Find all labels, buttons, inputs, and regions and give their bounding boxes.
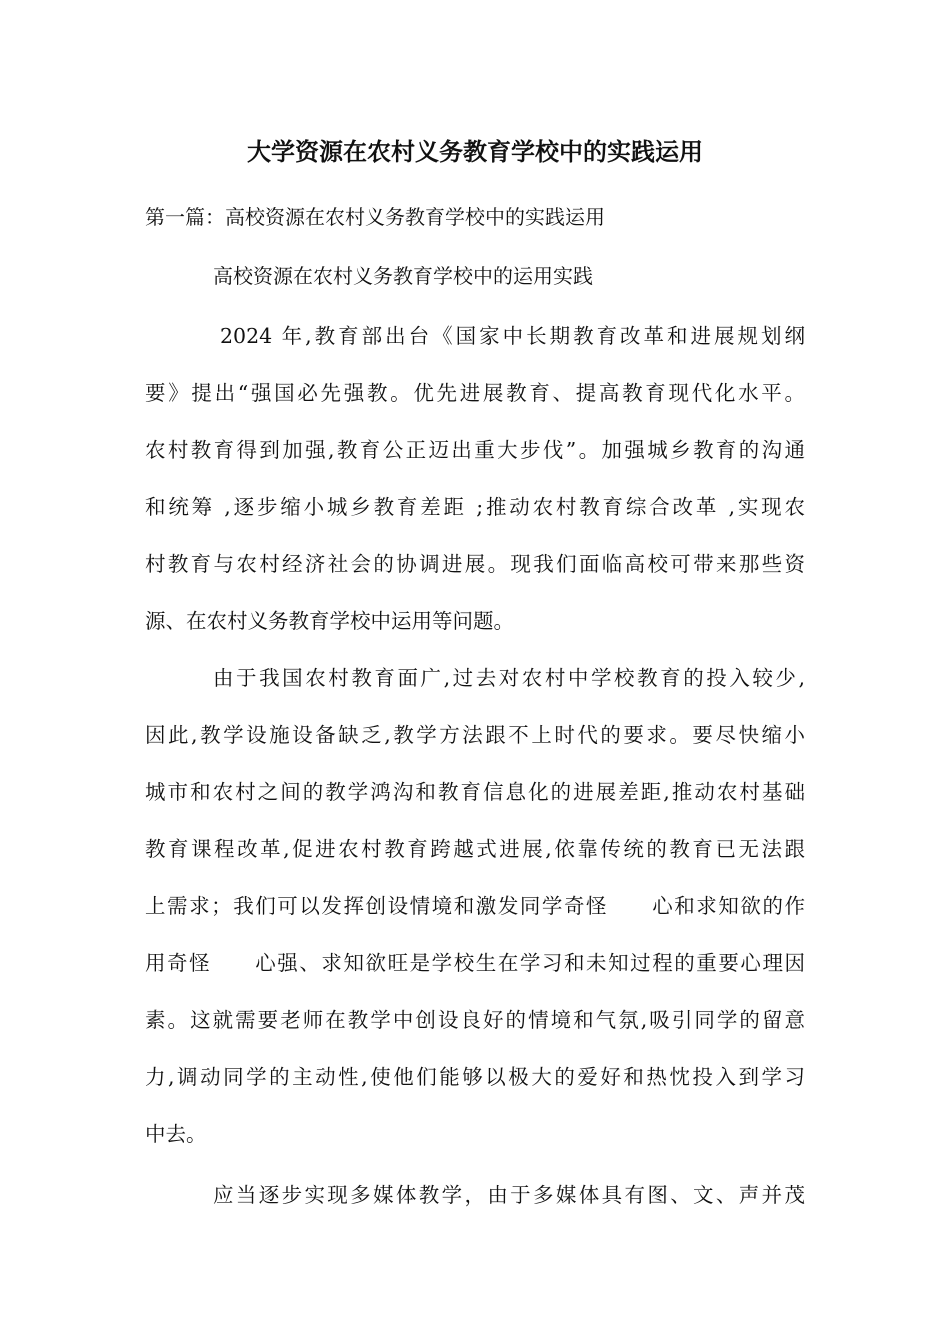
paragraph-line: 上需求；我们可以发挥创设情境和激发同学奇怪 心和求知欲的作	[145, 894, 805, 918]
paragraph-line: 源、在农村义务教育学校中运用等问题。	[145, 609, 514, 633]
paragraph-line: 用奇怪 心强、求知欲旺是学校生在学习和未知过程的重要心理因	[145, 951, 805, 975]
paragraph-line: 教育课程改革,促进农村教育跨越式进展,依靠传统的教育已无法跟	[145, 837, 805, 861]
paragraph-line: 应当逐步实现多媒体教学，由于多媒体具有图、文、声并茂	[213, 1183, 805, 1207]
paragraph-line: 农村教育得到加强,教育公正迈出重大步伐”。加强城乡教育的沟通	[145, 438, 805, 462]
sub-heading: 高校资源在农村义务教育学校中的运用实践	[213, 264, 593, 288]
paragraph-line: 由于我国农村教育面广,过去对农村中学校教育的投入较少,	[213, 666, 805, 690]
document-title: 大学资源在农村义务教育学校中的实践运用	[247, 138, 703, 166]
paragraph-line: 2024 年,教育部出台《国家中长期教育改革和进展规划纲	[220, 324, 805, 348]
paragraph-line: 城市和农村之间的教学鸿沟和教育信息化的进展差距,推动农村基础	[145, 780, 805, 804]
paragraph-line: 中去。	[145, 1122, 207, 1146]
paragraph-line: 和统筹 ,逐步缩小城乡教育差距 ;推动农村教育综合改革 ,实现农	[145, 495, 805, 519]
paragraph-line: 要》提出“强国必先强教。优先进展教育、提高教育现代化水平。	[145, 381, 805, 405]
paragraph-line: 因此,教学设施设备缺乏,教学方法跟不上时代的要求。要尽快缩小	[145, 723, 805, 747]
section-heading: 第一篇：高校资源在农村义务教育学校中的实践运用	[145, 205, 605, 229]
paragraph-line: 素。这就需要老师在教学中创设良好的情境和气氛,吸引同学的留意	[145, 1008, 805, 1032]
paragraph-line: 力,调动同学的主动性,使他们能够以极大的爱好和热忱投入到学习	[145, 1065, 805, 1089]
paragraph-line: 村教育与农村经济社会的协调进展。现我们面临高校可带来那些资	[145, 552, 805, 576]
